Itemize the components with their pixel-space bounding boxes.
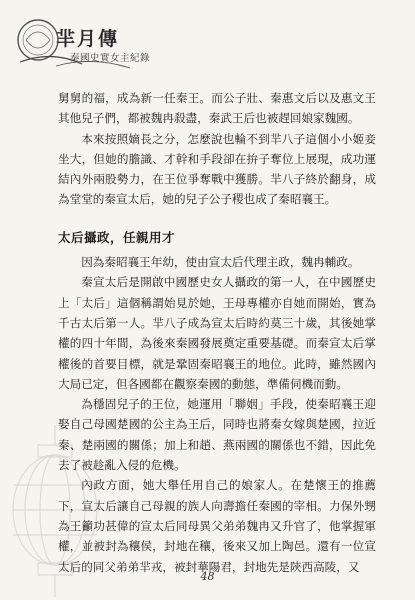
section-heading: 太后攝政，任親用才: [58, 229, 176, 245]
paragraph: 秦宣太后是開啟中國歷史女人攝政的第一人，在中國歷史上「太后」這個稱謂始見於她，王母專權亦自她而開始，實為千古太后第一人。羋八子成為宣太后時約莫三十歲，其後她掌權的四十年間，為後來秦國發展奠定重要基礎。而秦宣太后掌權後的首要目標，就是鞏固秦昭襄王的地位。此時，雖然國內大局已定，但各國都在觀察秦國的動態，準備伺機而動。: [58, 275, 376, 391]
paragraph: 因為秦昭襄王年幼，使由宣太后代理主政，魏冉輔政。: [81, 255, 360, 270]
page-header: [12, 10, 151, 80]
page-number: 48: [200, 570, 215, 583]
article-body: [58, 88, 376, 577]
paragraph: 內政方面，她大舉任用自己的娘家人。在楚懷王的推薦下，宣太后讓自己母親的族人向壽擔任秦國的宰相。力保外甥為王籲功甚偉的宣太后同母異父弟弟魏冉又升官了，他掌握軍權，並被封為穰侯，封地在穰，後來又加上陶邑。還有一位宣太后的同父弟弟羋戎，被封華陽君，封地先是陝西高陵，又: [58, 478, 376, 574]
book-title: 羋月傳: [56, 28, 120, 50]
book-subtitle: 秦國史實女主紀錄: [70, 53, 151, 64]
paragraph: 舅舅的福，成為新一任秦王。而公子壯、秦惠文后以及惠文王其他兒子們，都被魏冉殺盡，秦武王后也被趕回娘家魏國。: [58, 91, 376, 126]
paragraph: 為穩固兒子的王位，她運用「聯姻」手段，使秦昭襄王迎娶自己母國楚國的公主為王后，同時也將秦女嫁與楚國，拉近秦、楚兩國的關係；加上和趙、燕兩國的關係也不錯，因此免去了被趁亂入侵的危機。: [58, 397, 376, 473]
paragraph: 本來按照嫡長之分，怎麼說也輪不到羋八子這個小小姬妾坐大，但她的膽識、才幹和手段卻在拚子奪位上展現，成功運結內外兩股勢力，在王位爭奪戰中獲勝。羋八子終於翻身，成為堂堂的秦宣太后，她的兒子公子稷也成了秦昭襄王。: [58, 131, 376, 207]
